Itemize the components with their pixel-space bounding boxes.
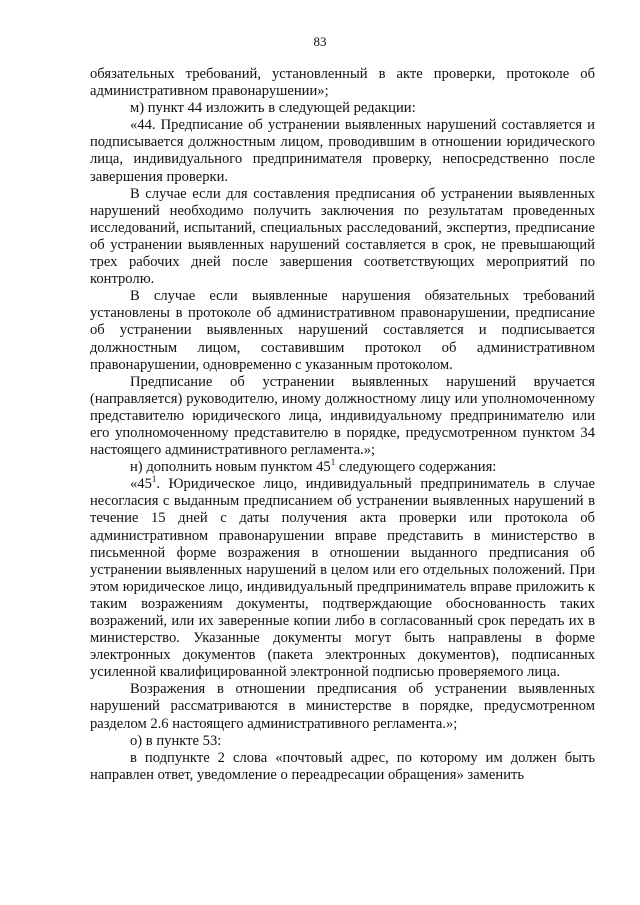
item-n-before: н) дополнить новым пунктом 45: [130, 459, 331, 476]
item-n-after: следующего содержания:: [335, 459, 497, 476]
page-number: 83: [313, 34, 327, 49]
paragraph-item-n: [90, 459, 595, 476]
paragraph-continuation: обязательных требований, установленный в акте проверки, протоколе об административном правонарушении»;: [90, 66, 595, 100]
paragraph-protocol: В случае если выявленные нарушения обязательных требований установлены в протоколе об административном правонарушении, предписание об устранении выявленных нарушений составляется и подписывается должностным лицом, составившим протокол об административном правонарушении, одновременно с указанным протоколом.: [90, 288, 595, 373]
paragraph-item-m: м) пункт 44 изложить в следующей редакции:: [130, 100, 416, 117]
paragraph-44: «44. Предписание об устранении выявленных нарушений составляется и подписывается должностным лицом, проводившим в отношении юридического лица, индивидуального предпринимателя проверку, непосредственно после завершения проверки.: [90, 117, 595, 185]
item-45-1-sup: 1: [151, 474, 157, 485]
paragraph-delivery: Предписание об устранении выявленных нарушений вручается (направляется) руководителю, иному должностному лицу или уполномоченному представителю юридического лица, индивидуальному предпринимателю или его уполномоченному представителю в порядке, предусмотренном пунктом 34 настоящего административного регламента.»;: [90, 373, 595, 459]
paragraph-conclusions: В случае если для составления предписания об устранении выявленных нарушений необходимо получить заключения по результатам проведенных исследований, испытаний, специальных расследований, экспертиз, предписание об устранении выявленных нарушений составляется в срок, не превышающий трех рабочих дней после завершения соответствующих мероприятий по контролю.: [90, 185, 595, 288]
paragraph-objections: Возражения в отношении предписания об устранении выявленных нарушений рассматриваются в министерстве в порядке, предусмотренном разделом 2.6 настоящего административного регламента.»;: [90, 681, 595, 732]
item-45-1-before: «45: [130, 476, 152, 493]
paragraph-45-1: [90, 476, 595, 681]
item-n-sup: 1: [330, 457, 336, 468]
document-body: [90, 66, 595, 784]
item-45-1-after: . Юридическое лицо, индивидуальный предприниматель в случае несогласия с выданным предписанием об устранении выявленных нарушений в течение 15 дней с даты получения акта проверки или протокола об административном правонарушении вправе представить в министерство в письменной форме возражения в отношении выданного предписания об устранении выявленных нарушений в целом или его отдельных положений. При этом юридическое лицо, индивидуальный предприниматель вправе приложить к таким возражениям документы, подтверждающие обоснованность таких возражений, или их заверенные копии либо в согласованный срок передать их в министерство. Указанные документы могут быть направлены в форме электронных документов (пакета электронных документов), подписанных усиленной квалифицированной электронной подписью проверяемого лица.: [90, 476, 595, 681]
paragraph-subitem-2: в подпункте 2 слова «почтовый адрес, по которому им должен быть направлен ответ, уведомление о переадресации обращения» заменить: [90, 749, 595, 783]
paragraph-item-o: о) в пункте 53:: [130, 732, 222, 749]
